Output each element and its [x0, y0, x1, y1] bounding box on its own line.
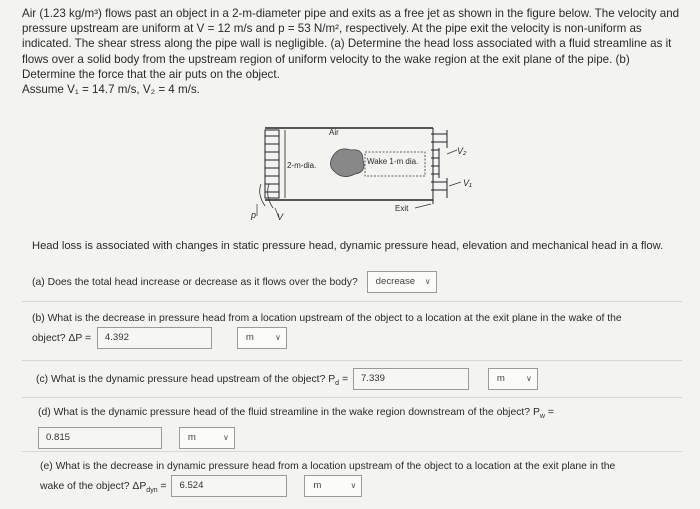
question-c: [36, 368, 538, 392]
problem-line: Air (1.23 kg/m³) flows past an object in a 2-m-diameter pipe and exits as a free jet as shown in the figure below. The velocity and: [22, 7, 680, 20]
question-b: [32, 310, 672, 349]
unit-value: m: [245, 332, 254, 343]
equals-sign: =: [339, 373, 349, 385]
question-b-label: object? ΔP =: [32, 332, 92, 344]
unit-select-c[interactable]: [488, 368, 538, 390]
chevron-down-icon: ∨: [525, 374, 532, 383]
divider: [22, 451, 682, 452]
v-label: V: [277, 212, 284, 222]
divider: [22, 301, 682, 302]
chevron-down-icon: ∨: [274, 333, 281, 342]
question-c-text: (c) What is the dynamic pressure head upstream of the object? P: [36, 373, 336, 385]
direction-select-value: decrease: [375, 276, 416, 287]
air-label: Air: [329, 128, 339, 137]
direction-select[interactable]: [367, 271, 437, 293]
question-e-label: wake of the object? ΔP: [40, 480, 147, 492]
unit-select-d[interactable]: [179, 427, 235, 449]
chevron-down-icon: ∨: [223, 433, 229, 443]
question-d-text: (d) What is the dynamic pressure head of the fluid streamline in the wake region downstream of the object? P: [38, 407, 540, 418]
problem-line: Determine the force that the air puts on the object.: [22, 67, 280, 81]
question-d: [38, 404, 678, 449]
equals-sign: =: [544, 407, 554, 418]
question-e-text: (e) What is the decrease in dynamic pressure head from a location upstream of the object to a location at the exit plane in the: [40, 461, 616, 472]
divider: [22, 397, 682, 398]
question-e: [40, 458, 680, 499]
unit-value: m: [187, 432, 196, 444]
v1-label: V₁: [463, 178, 472, 188]
wake-dynamic-head-input[interactable]: 0.815: [38, 427, 162, 449]
p-label: p: [251, 210, 257, 220]
subscript-w: w: [539, 413, 545, 421]
problem-line: pressure upstream are uniform at V = 12 m/s and p = 53 N/m², respectively. At the pipe exit the velocity is non-uniform as: [22, 22, 642, 36]
pressure-head-input[interactable]: 4.392: [97, 327, 212, 349]
v2-label: V₂: [457, 146, 467, 156]
dynamic-head-decrease-input[interactable]: 6.524: [171, 475, 287, 497]
question-b-text: (b) What is the decrease in pressure head from a location upstream of the object to a location at the exit plane in the wake of the: [32, 313, 622, 324]
unit-value: m: [496, 373, 505, 384]
divider: [22, 360, 682, 361]
problem-statement: [22, 6, 682, 97]
exit-label: Exit: [395, 204, 409, 213]
question-a: [32, 271, 437, 293]
problem-line: Assume V₁ = 14.7 m/s, V₂ = 4 m/s.: [22, 83, 200, 97]
diameter-label: 2-m-dia.: [287, 161, 317, 170]
pipe-diagram: [235, 124, 495, 224]
unit-select-e[interactable]: [304, 475, 362, 497]
upstream-dynamic-head-input[interactable]: 7.339: [353, 368, 469, 390]
subscript-dyn: dyn: [146, 486, 158, 494]
pipe-flow-figure: [235, 124, 495, 224]
headloss-statement: Head loss is associated with changes in static pressure head, dynamic pressure head, elevation and mechanical head in a flow.: [32, 240, 664, 252]
unit-select-b[interactable]: [237, 327, 287, 349]
question-a-text: (a) Does the total head increase or decrease as it flows over the body?: [32, 276, 358, 288]
problem-line: flows over a solid body from the upstream region of uniform velocity to the wake region at the exit plane of the pipe. (b): [22, 52, 630, 66]
subscript-d: d: [335, 379, 340, 387]
solid-body-shape: [330, 149, 364, 177]
chevron-down-icon: ∨: [424, 277, 431, 286]
problem-line: indicated. The shear stress along the pipe wall is negligible. (a) Determine the head loss associated with a fluid streamline as it: [22, 37, 672, 51]
equals-sign: =: [157, 480, 167, 492]
chevron-down-icon: ∨: [350, 481, 357, 490]
unit-value: m: [313, 480, 322, 491]
wake-label: Wake 1-m dia.: [367, 157, 419, 166]
